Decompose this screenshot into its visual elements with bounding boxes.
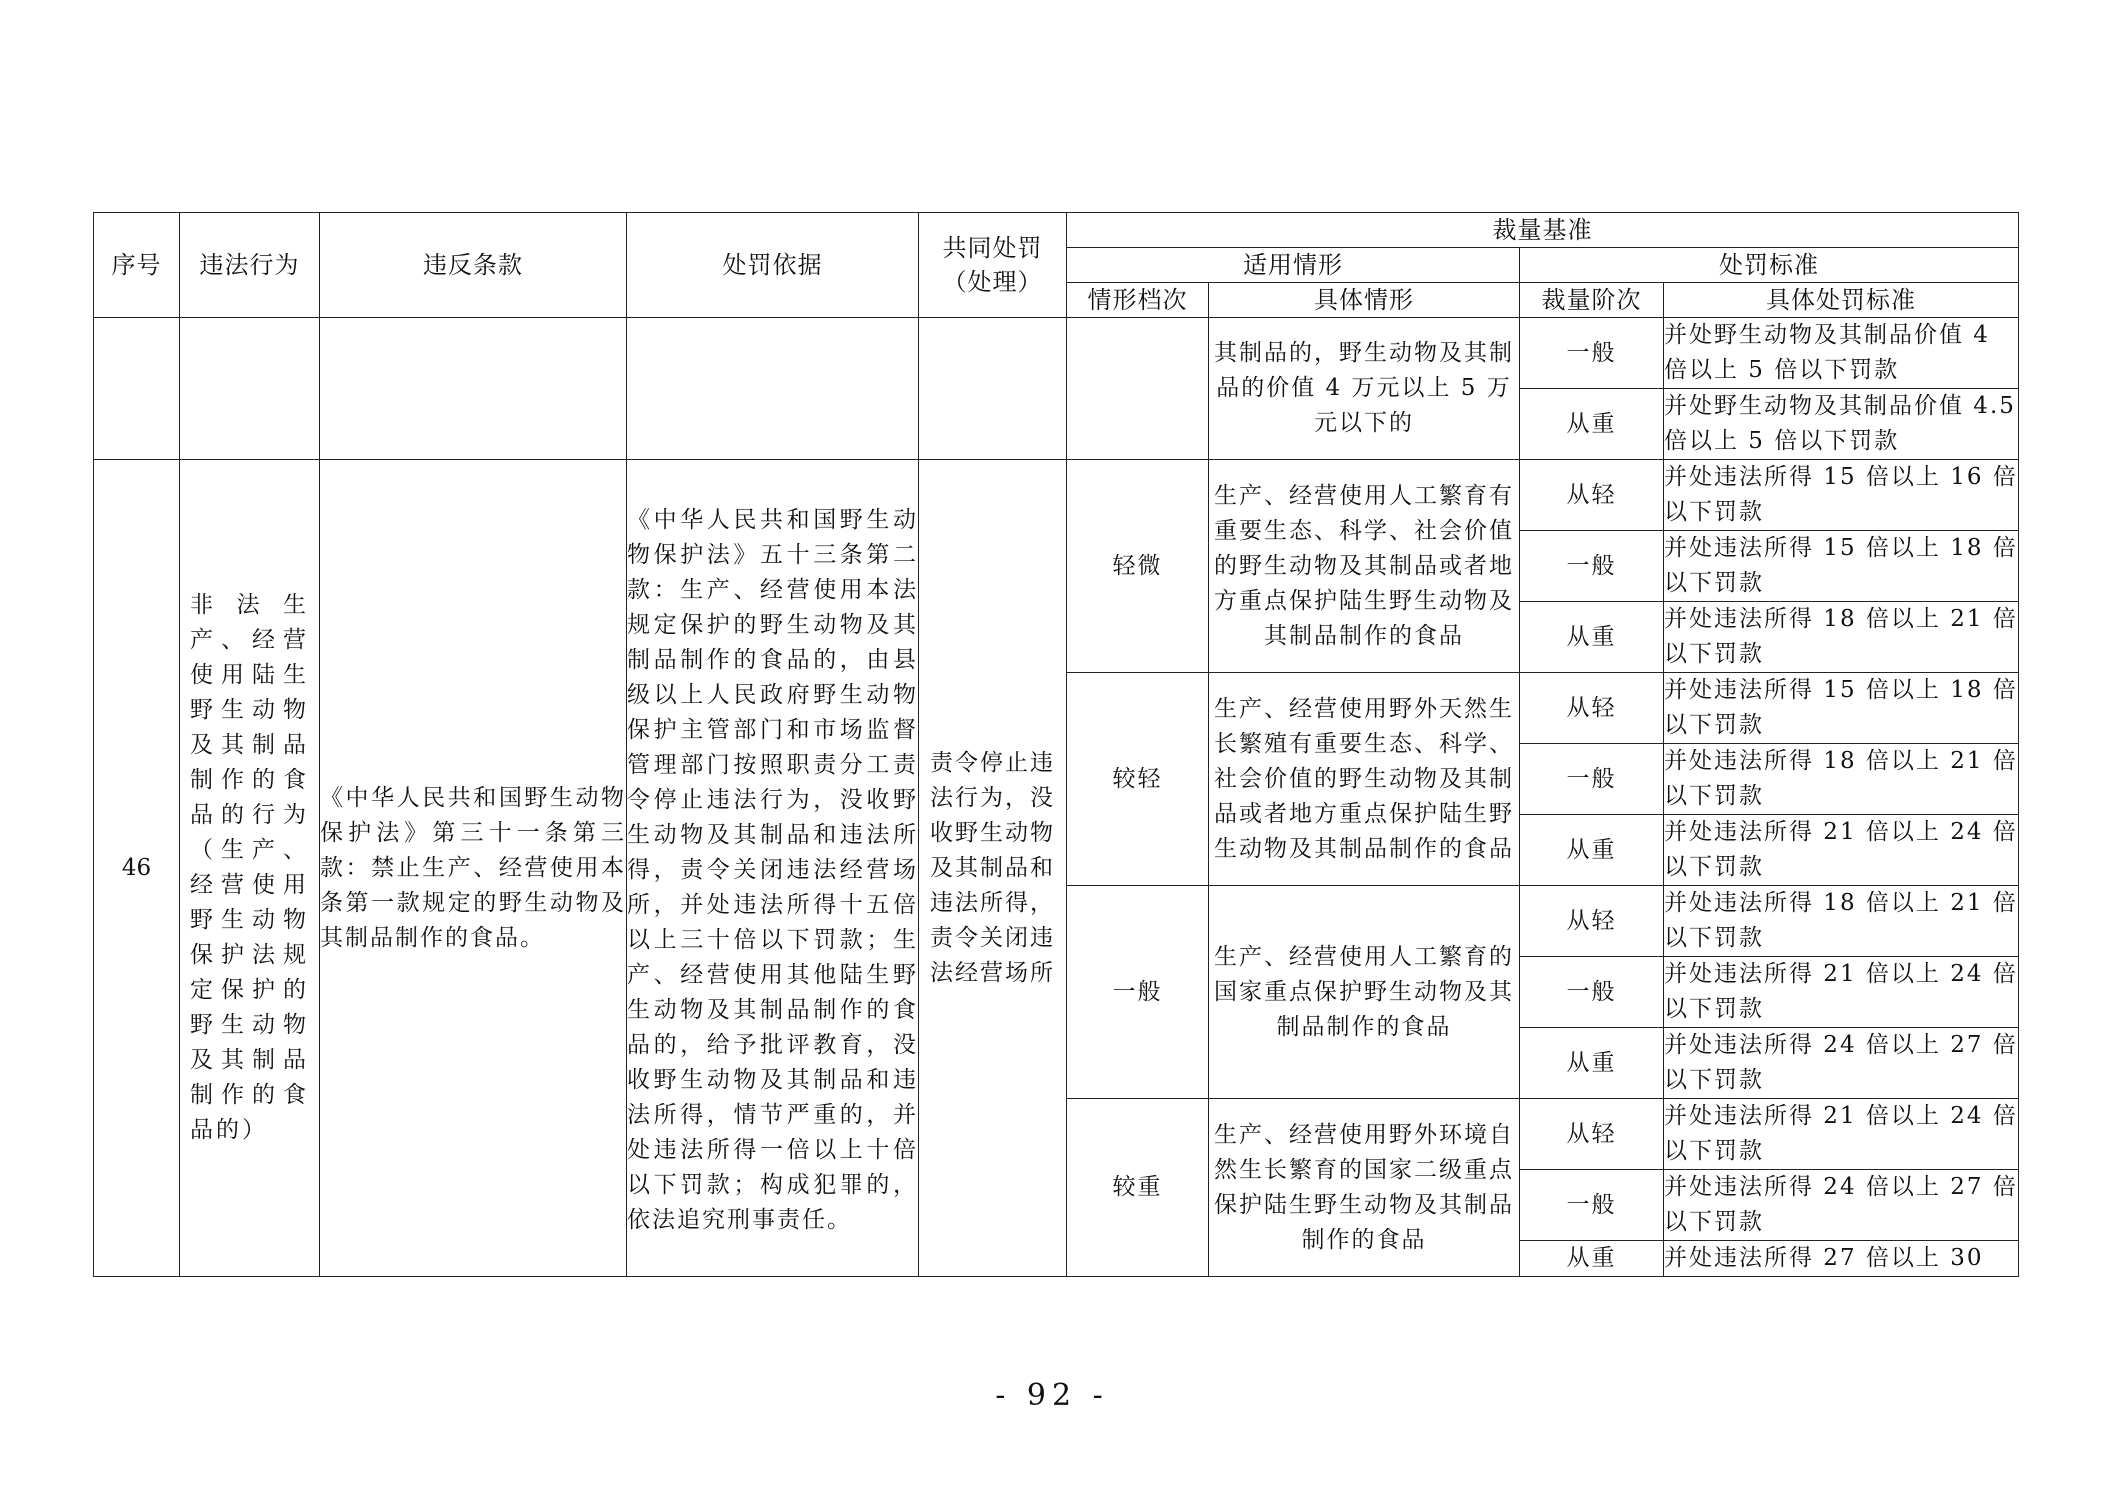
situation-degree: 较重 — [1067, 1099, 1209, 1277]
discretion-level: 从轻 — [1520, 460, 1664, 531]
header-penalty-basis: 处罚依据 — [627, 213, 919, 318]
joint-penalty-text: 责令停止违法行为，没收野生动物及其制品和违法所得，责令关闭违法经营场所 — [919, 460, 1067, 1277]
discretion-level: 从轻 — [1520, 886, 1664, 957]
specific-standard: 并处违法所得 15 倍以上 16 倍以下罚款 — [1664, 460, 2019, 531]
empty-cell — [180, 318, 320, 460]
discretion-level: 从重 — [1520, 1241, 1664, 1277]
empty-cell — [919, 318, 1067, 460]
discretion-table — [93, 212, 2019, 1277]
table-row — [94, 460, 2019, 531]
situation-degree: 轻微 — [1067, 460, 1209, 673]
specific-standard: 并处野生动物及其制品价值 4.5 倍以上 5 倍以下罚款 — [1664, 389, 2019, 460]
discretion-level: 从轻 — [1520, 673, 1664, 744]
specific-situation: 生产、经营使用野外天然生长繁殖有重要生态、科学、社会价值的野生动物及其制品或者地方重点保护陆生野生动物及其制品制作的食品 — [1209, 673, 1520, 886]
specific-situation: 生产、经营使用人工繁育有重要生态、科学、社会价值的野生动物及其制品或者地方重点保护陆生野生动物及其制品制作的食品 — [1209, 460, 1520, 673]
header-joint-penalty: 共同处罚（处理） — [919, 213, 1067, 318]
header-applicable: 适用情形 — [1067, 248, 1520, 283]
header-discretion-level: 裁量阶次 — [1520, 283, 1664, 318]
header-violation: 违法行为 — [180, 213, 320, 318]
header-violated-clause: 违反条款 — [320, 213, 627, 318]
specific-standard: 并处违法所得 18 倍以上 21 倍以下罚款 — [1664, 886, 2019, 957]
specific-standard: 并处违法所得 15 倍以上 18 倍以下罚款 — [1664, 673, 2019, 744]
empty-cell — [1067, 318, 1209, 460]
penalty-basis-text: 《中华人民共和国野生动物保护法》五十三条第二款：生产、经营使用本法规定保护的野生动物及其制品制作的食品的，由县级以上人民政府野生动物保护主管部门和市场监督管理部门按照职责分工责令停止违法行为，没收野生动物及其制品和违法所得，责令关闭违法经营场所，并处违法所得十五倍以上三十倍以下罚款；生产、经营使用其他陆生野生动物及其制品制作的食品的，给予批评教育，没收野生动物及其制品和违法所得，情节严重的，并处违法所得一倍以上十倍以下罚款；构成犯罪的，依法追究刑事责任。 — [627, 460, 919, 1277]
specific-situation: 生产、经营使用人工繁育的国家重点保护野生动物及其制品制作的食品 — [1209, 886, 1520, 1099]
specific-standard: 并处野生动物及其制品价值 4 倍以上 5 倍以下罚款 — [1664, 318, 2019, 389]
situation-degree: 较轻 — [1067, 673, 1209, 886]
empty-cell — [627, 318, 919, 460]
discretion-level: 一般 — [1520, 1170, 1664, 1241]
specific-standard: 并处违法所得 18 倍以上 21 倍以下罚款 — [1664, 744, 2019, 815]
specific-standard: 并处违法所得 21 倍以上 24 倍以下罚款 — [1664, 957, 2019, 1028]
item-seq: 46 — [94, 460, 180, 1277]
specific-standard: 并处违法所得 27 倍以上 30 — [1664, 1241, 2019, 1277]
discretion-level: 从轻 — [1520, 1099, 1664, 1170]
violated-clause-text: 《中华人民共和国野生动物保护法》第三十一条第三款：禁止生产、经营使用本条第一款规定的野生动物及其制品制作的食品。 — [320, 460, 627, 1277]
specific-standard: 并处违法所得 24 倍以上 27 倍以下罚款 — [1664, 1170, 2019, 1241]
discretion-level: 从重 — [1520, 602, 1664, 673]
specific-situation: 生产、经营使用野外环境自然生长繁育的国家二级重点保护陆生野生动物及其制品制作的食品 — [1209, 1099, 1520, 1277]
specific-situation: 其制品的，野生动物及其制品的价值 4 万元以上 5 万元以下的 — [1209, 318, 1520, 460]
empty-cell — [94, 318, 180, 460]
specific-standard: 并处违法所得 24 倍以上 27 倍以下罚款 — [1664, 1028, 2019, 1099]
discretion-level: 从重 — [1520, 389, 1664, 460]
specific-standard: 并处违法所得 18 倍以上 21 倍以下罚款 — [1664, 602, 2019, 673]
header-situation-level: 情形档次 — [1067, 283, 1209, 318]
empty-cell — [320, 318, 627, 460]
header-discretion: 裁量基准 — [1067, 213, 2019, 248]
discretion-level: 一般 — [1520, 318, 1664, 389]
specific-standard: 并处违法所得 15 倍以上 18 倍以下罚款 — [1664, 531, 2019, 602]
discretion-level: 一般 — [1520, 531, 1664, 602]
discretion-level: 一般 — [1520, 957, 1664, 1028]
situation-degree: 一般 — [1067, 886, 1209, 1099]
header-seq: 序号 — [94, 213, 180, 318]
header-specific-situation: 具体情形 — [1209, 283, 1520, 318]
specific-standard: 并处违法所得 21 倍以上 24 倍以下罚款 — [1664, 1099, 2019, 1170]
violation-text: 非法生产、经营使用陆生野生动物及其制品制作的食品的行为（生产、经营使用野生动物保护法规定保护的野生动物及其制品制作的食品的） — [180, 460, 320, 1277]
header-penalty-standard: 处罚标准 — [1520, 248, 2019, 283]
discretion-level: 从重 — [1520, 1028, 1664, 1099]
table-row — [94, 318, 2019, 389]
page-number: - 92 - — [995, 1378, 1109, 1413]
discretion-level: 从重 — [1520, 815, 1664, 886]
header-specific-standard: 具体处罚标准 — [1664, 283, 2019, 318]
specific-standard: 并处违法所得 21 倍以上 24 倍以下罚款 — [1664, 815, 2019, 886]
discretion-level: 一般 — [1520, 744, 1664, 815]
